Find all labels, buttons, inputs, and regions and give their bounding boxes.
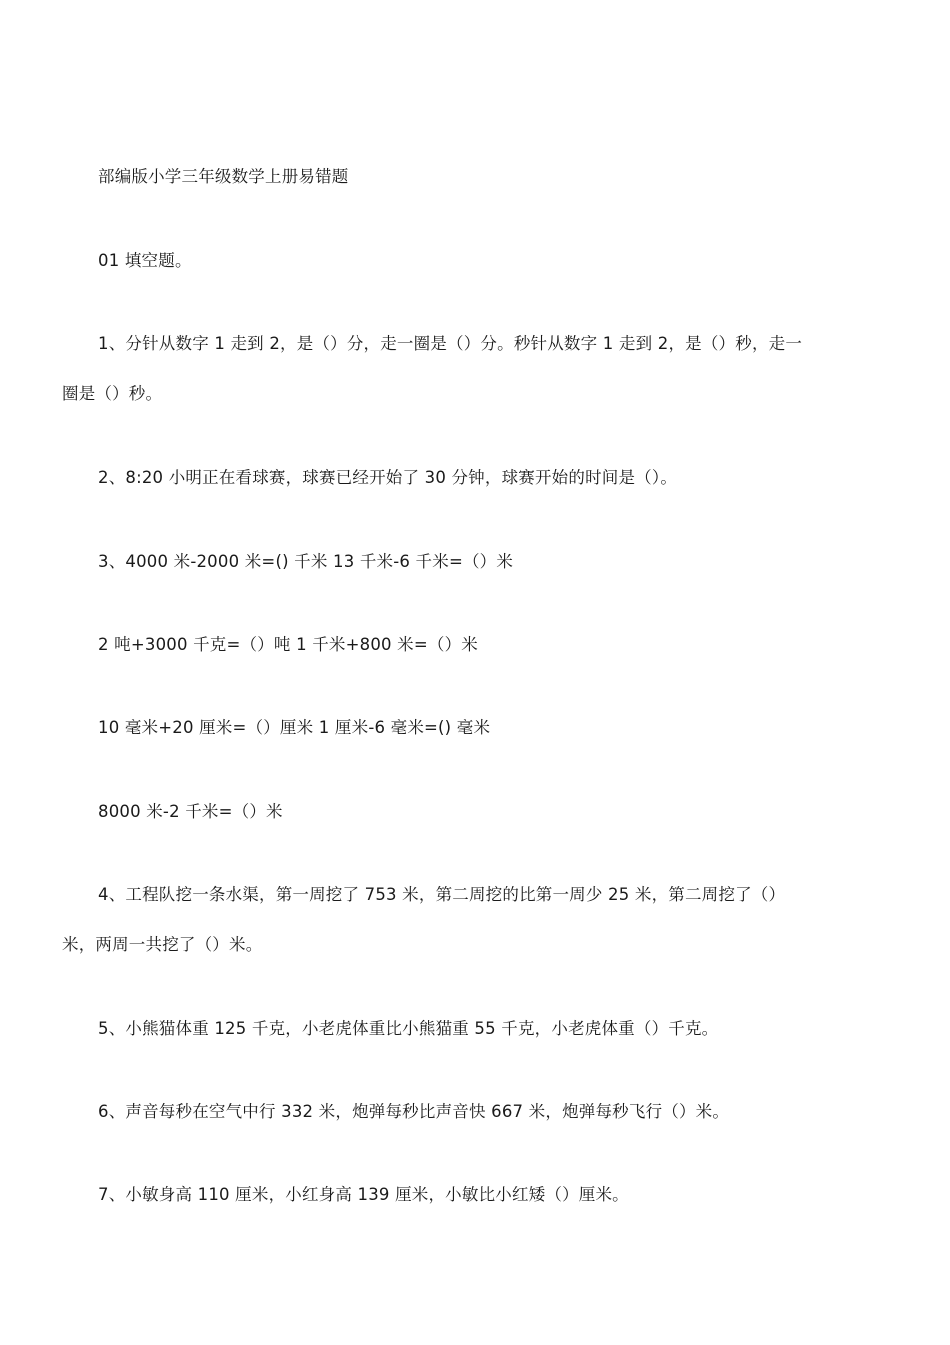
question-3-line-2: 2 吨+3000 千克=（）吨 1 千米+800 米=（）米 bbox=[98, 635, 479, 654]
question-1-line-1: 1、分针从数字 1 走到 2，是（）分，走一圈是（）分。秒针从数字 1 走到 2，是（）秒，走一 bbox=[98, 334, 803, 353]
question-1-line-2: 圈是（）秒。 bbox=[62, 384, 163, 403]
question-5: 5、小熊猫体重 125 千克，小老虎体重比小熊猫重 55 千克，小老虎体重（）千克。 bbox=[98, 1019, 719, 1038]
question-2: 2、8:20 小明正在看球赛，球赛已经开始了 30 分钟，球赛开始的时间是（）。 bbox=[98, 468, 678, 487]
document-title: 部编版小学三年级数学上册易错题 bbox=[98, 167, 349, 186]
question-4-line-2: 米，两周一共挖了（）米。 bbox=[62, 935, 263, 954]
section-heading: 01 填空题。 bbox=[98, 251, 192, 270]
question-7: 7、小敏身高 110 厘米，小红身高 139 厘米，小敏比小红矮（）厘米。 bbox=[98, 1185, 629, 1204]
question-3-line-3: 10 毫米+20 厘米=（）厘米 1 厘米-6 毫米=() 毫米 bbox=[98, 718, 491, 737]
question-3-line-1: 3、4000 米-2000 米=() 千米 13 千米-6 千米=（）米 bbox=[98, 552, 514, 571]
question-4-line-1: 4、工程队挖一条水渠，第一周挖了 753 米，第二周挖的比第一周少 25 米，第二周挖了（） bbox=[98, 885, 786, 904]
question-3-line-4: 8000 米-2 千米=（）米 bbox=[98, 802, 283, 821]
question-6: 6、声音每秒在空气中行 332 米，炮弹每秒比声音快 667 米，炮弹每秒飞行（）米。 bbox=[98, 1102, 730, 1121]
